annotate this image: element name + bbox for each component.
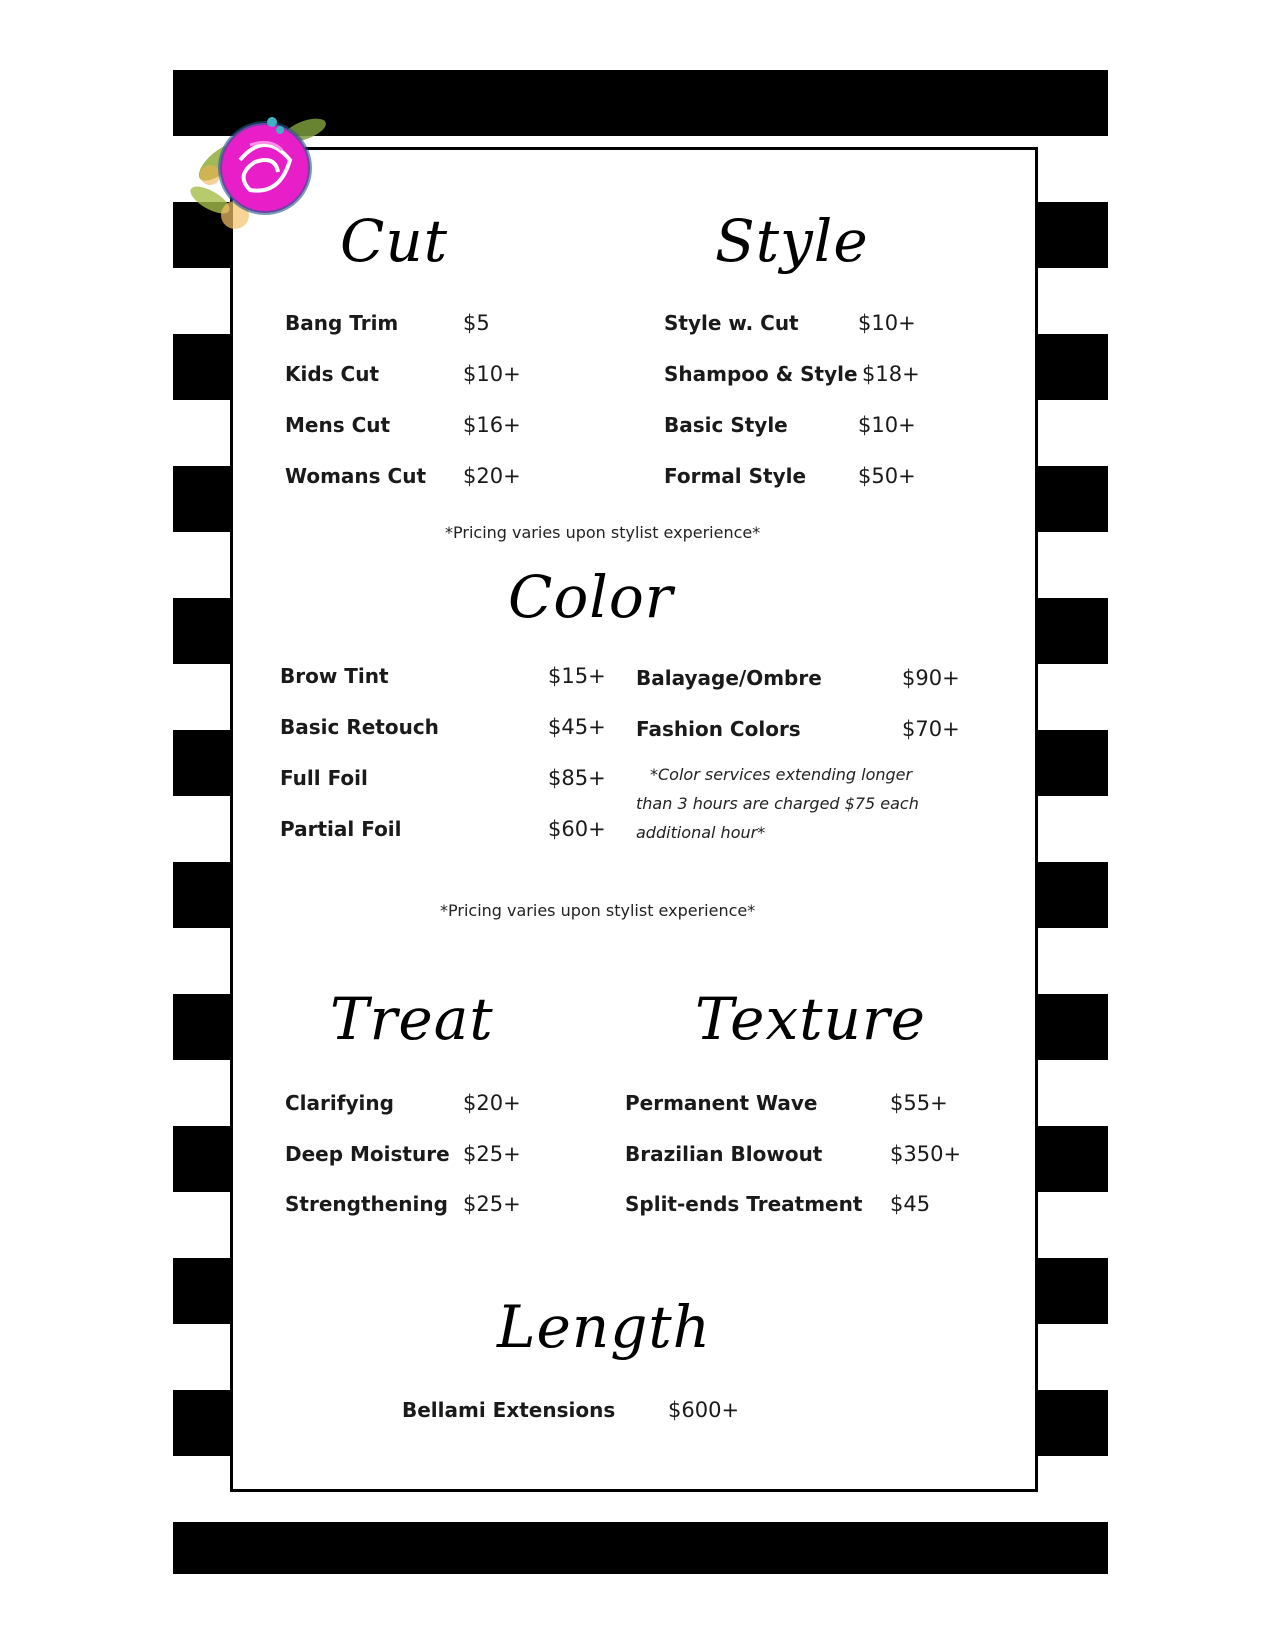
cut-item-name: Kids Cut — [285, 362, 380, 386]
cut-heading: Cut — [340, 207, 449, 275]
treat-item-name: Deep Moisture — [285, 1142, 450, 1166]
length-item-price: $600+ — [668, 1398, 740, 1422]
color-item-price: $85+ — [548, 766, 606, 790]
style-item-price: $50+ — [858, 464, 916, 488]
color-heading: Color — [508, 563, 674, 631]
treat-item-price: $25+ — [463, 1142, 521, 1166]
color-item-name: Partial Foil — [280, 817, 402, 841]
texture-heading: Texture — [695, 985, 926, 1053]
cut-item-price: $10+ — [463, 362, 521, 386]
color-note-line: *Color services extending longer — [650, 765, 913, 784]
color-item-name: Brow Tint — [280, 664, 389, 688]
cut-item-name: Womans Cut — [285, 464, 427, 488]
color-item-price: $15+ — [548, 664, 606, 688]
treat-item-name: Strengthening — [285, 1192, 448, 1216]
treat-heading: Treat — [330, 985, 494, 1053]
color-item-price: $90+ — [902, 666, 960, 690]
length-item-name: Bellami Extensions — [402, 1398, 616, 1422]
cut-item-name: Mens Cut — [285, 413, 391, 437]
cut-item-price: $20+ — [463, 464, 521, 488]
cut-item-price: $16+ — [463, 413, 521, 437]
cut-item-price: $5 — [463, 311, 490, 335]
texture-item-name: Split-ends Treatment — [625, 1192, 863, 1216]
style-heading: Style — [715, 207, 869, 275]
color-item-name: Fashion Colors — [636, 717, 801, 741]
pricing-note: *Pricing varies upon stylist experience* — [445, 523, 761, 542]
style-item-name: Basic Style — [664, 413, 788, 437]
texture-item-price: $45 — [890, 1192, 931, 1216]
color-item-price: $45+ — [548, 715, 606, 739]
rose-flower-icon — [180, 90, 330, 240]
color-item-name: Full Foil — [280, 766, 368, 790]
treat-item-price: $20+ — [463, 1091, 521, 1115]
texture-item-name: Permanent Wave — [625, 1091, 818, 1115]
color-item-price: $70+ — [902, 717, 960, 741]
color-note-line: additional hour* — [636, 823, 766, 842]
texture-item-name: Brazilian Blowout — [625, 1142, 823, 1166]
texture-item-price: $55+ — [890, 1091, 948, 1115]
pricing-note: *Pricing varies upon stylist experience* — [440, 901, 756, 920]
treat-item-price: $25+ — [463, 1192, 521, 1216]
cut-item-name: Bang Trim — [285, 311, 399, 335]
color-item-name: Basic Retouch — [280, 715, 439, 739]
texture-item-price: $350+ — [890, 1142, 962, 1166]
color-item-name: Balayage/Ombre — [636, 666, 822, 690]
style-item-price: $10+ — [858, 413, 916, 437]
style-item-name: Style w. Cut — [664, 311, 799, 335]
color-item-price: $60+ — [548, 817, 606, 841]
style-item-name: Formal Style — [664, 464, 807, 488]
style-item-price: $10+ — [858, 311, 916, 335]
length-heading: Length — [497, 1293, 711, 1361]
treat-item-name: Clarifying — [285, 1091, 394, 1115]
color-note-line: than 3 hours are charged $75 each — [636, 794, 919, 813]
style-item-price: $18+ — [862, 362, 920, 386]
style-item-name: Shampoo & Style — [664, 362, 858, 386]
